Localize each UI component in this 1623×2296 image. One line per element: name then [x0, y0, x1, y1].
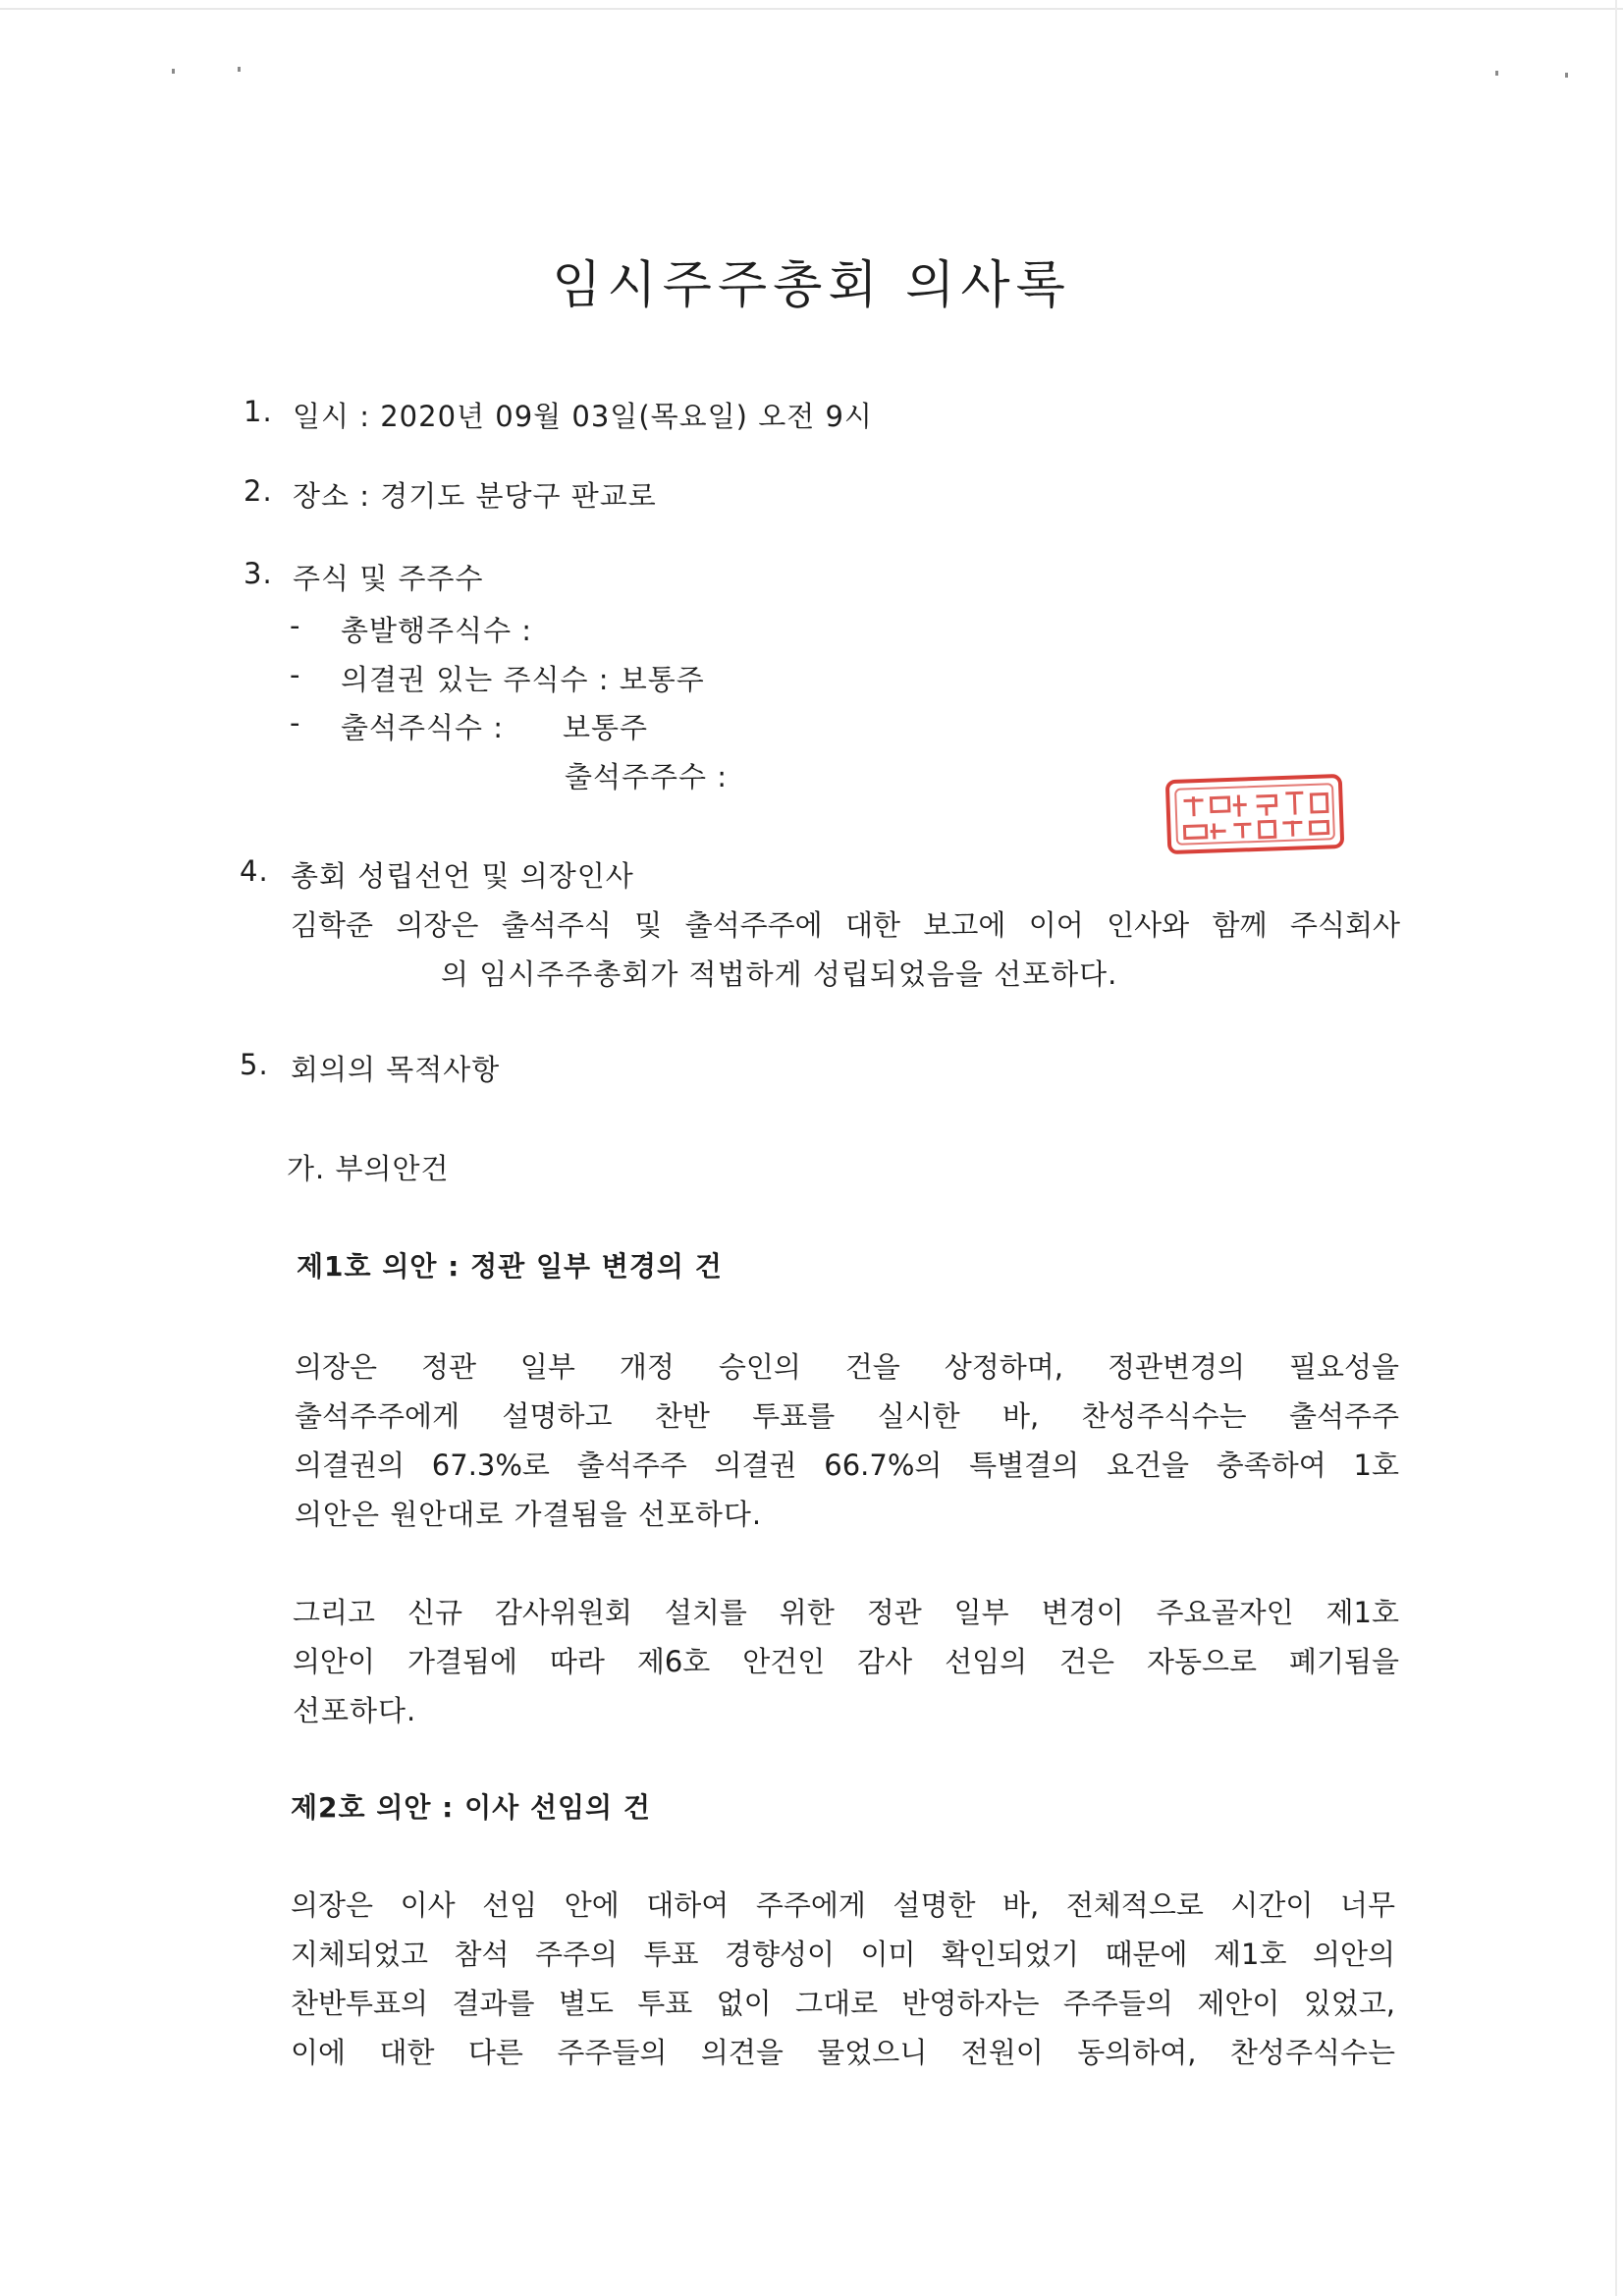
item-opening: 총회 성립선언 및 의장인사	[291, 859, 634, 893]
scan-speck	[172, 69, 175, 74]
dash: -	[290, 609, 301, 642]
opening-line: 김학준 의장은 출석주식 및 출석주주에 대한 보고에 이어 인사와 함께 주식회사	[291, 908, 1400, 942]
item-number: 4.	[240, 854, 269, 888]
dash: -	[290, 658, 301, 691]
company-seal-stamp	[1163, 766, 1348, 860]
proposal-2-paragraph-line: 의장은 이사 선임 안에 대하여 주주에게 설명한 바, 전체적으로 시간이 너무	[291, 1888, 1395, 1922]
scan-speck	[1565, 73, 1568, 78]
item-shares: 주식 및 주주수	[293, 562, 484, 595]
item-number: 2.	[243, 474, 273, 508]
opening-line: 의 임시주주총회가 적법하게 성립되었음을 선포하다.	[441, 957, 1118, 991]
attending-shares-type: 보통주	[563, 711, 649, 744]
proposal-1-paragraph-line: 의결권의 67.3%로 출석주주 의결권 66.7%의 특별결의 요건을 충족하여 1호	[295, 1449, 1399, 1482]
total-issued-shares: 총발행주식수 :	[341, 614, 533, 647]
proposal-1-heading: 제1호 의안 : 정관 일부 변경의 건	[297, 1250, 723, 1283]
proposal-1-paragraph-line: 의장은 정관 일부 개정 승인의 건을 상정하며, 정관변경의 필요성을	[295, 1350, 1399, 1384]
document-title: 임시주주총회 의사록	[552, 256, 1071, 315]
item-number: 1.	[243, 395, 273, 428]
proposal-1-paragraph-line: 선포하다.	[293, 1694, 417, 1727]
proposal-1-paragraph-line: 그리고 신규 감사위원회 설치를 위한 정관 일부 변경이 주요골자인 제1호	[293, 1596, 1399, 1629]
dash: -	[290, 706, 301, 739]
proposal-1-paragraph-line: 의안은 원안대로 가결됨을 선포하다.	[295, 1498, 763, 1531]
proposal-1-paragraph-line: 출석주주에게 설명하고 찬반 투표를 실시한 바, 찬성주식수는 출석주주	[295, 1399, 1399, 1433]
scan-speck	[238, 67, 241, 72]
voting-shares: 의결권 있는 주식수 : 보통주	[341, 663, 705, 696]
proposal-2-paragraph-line: 찬반투표의 결과를 별도 투표 없이 그대로 반영하자는 주주들의 제안이 있었고,	[291, 1987, 1395, 2020]
attending-shares: 출석주식수 :	[341, 711, 505, 744]
proposal-1-paragraph-line: 의안이 가결됨에 따라 제6호 안건인 감사 선임의 건은 자동으로 폐기됨을	[293, 1645, 1399, 1678]
proposal-2-paragraph-line: 지체되었고 참석 주주의 투표 경향성이 이미 확인되었기 때문에 제1호 의안의	[291, 1938, 1395, 1971]
scan-edge-top	[0, 8, 1623, 10]
proposal-2-paragraph-line: 이에 대한 다른 주주들의 의견을 물었으니 전원이 동의하여, 찬성주식수는	[291, 2036, 1395, 2069]
item-place: 장소 : 경기도 분당구 판교로	[293, 479, 657, 513]
item-agenda: 회의의 목적사항	[291, 1053, 501, 1086]
scan-edge-right	[1615, 0, 1617, 2296]
attending-shareholders: 출석주주수 :	[565, 760, 729, 793]
item-number: 5.	[240, 1048, 269, 1081]
item-date: 일시 : 2020년 09월 03일(목요일) 오전 9시	[293, 400, 873, 433]
proposal-2-heading: 제2호 의안 : 이사 선임의 건	[291, 1791, 651, 1824]
scan-speck	[1495, 71, 1498, 76]
item-number: 3.	[243, 557, 273, 590]
agenda-sub: 가. 부의안건	[287, 1152, 450, 1185]
